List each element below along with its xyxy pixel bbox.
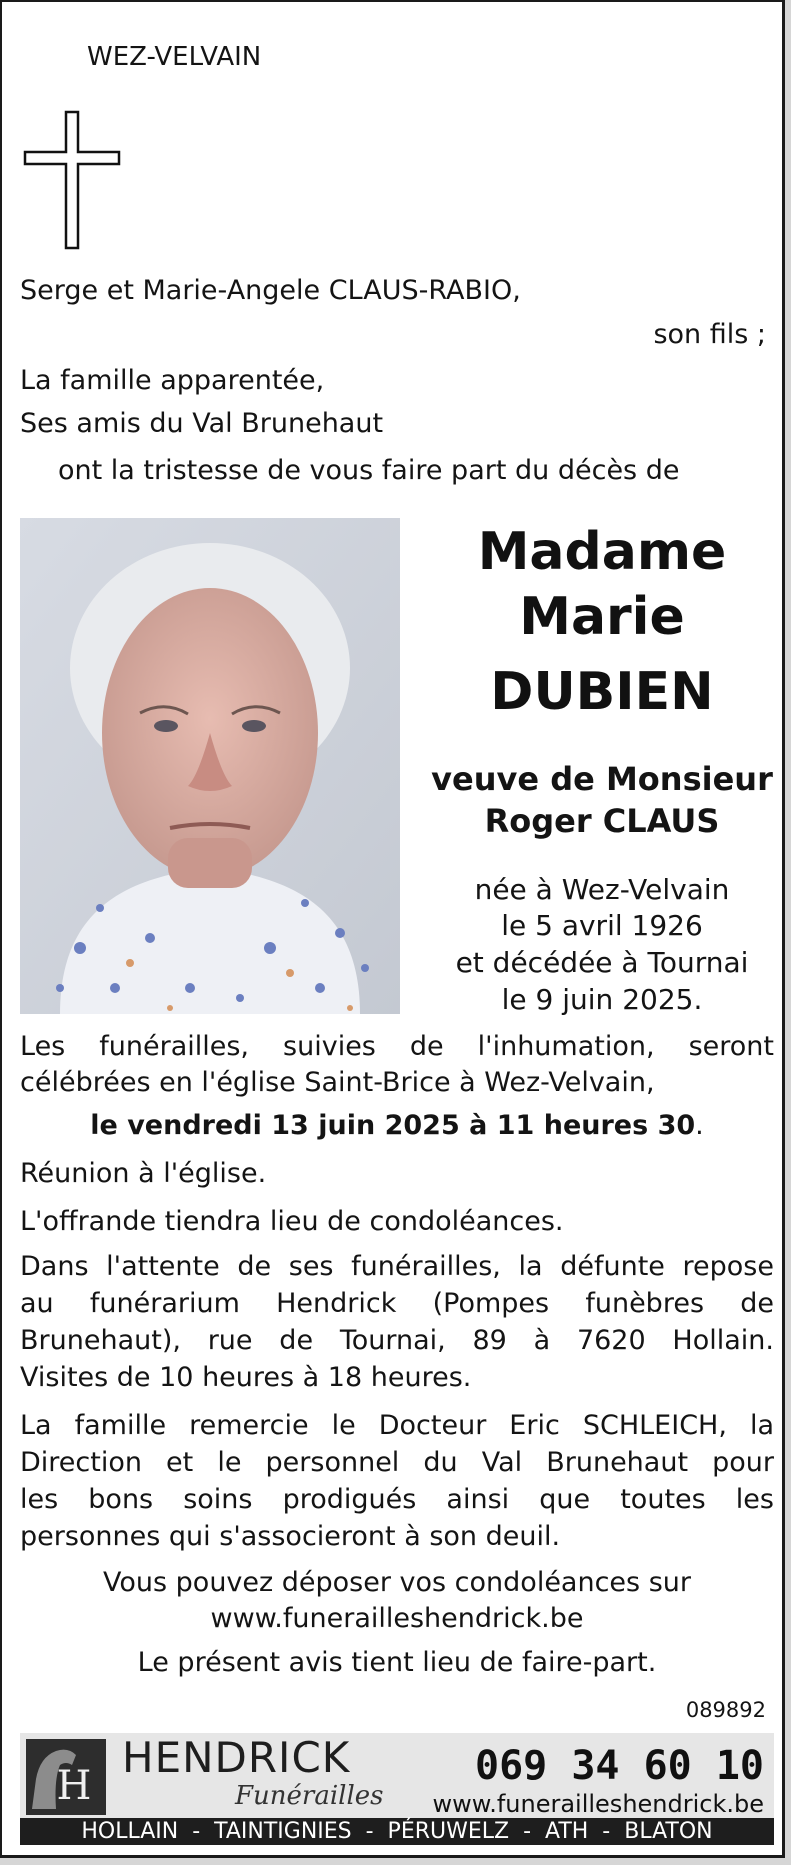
friends-line: Ses amis du Val Brunehaut xyxy=(20,408,384,439)
funeral-date xyxy=(20,1109,774,1143)
branch-towns: HOLLAIN - TAINTIGNIES - PÉRUWELZ - ATH - BLATON xyxy=(20,1818,774,1845)
phone-number[interactable]: 069 34 60 10 xyxy=(475,1743,764,1789)
deceased-first-name: Marie xyxy=(519,587,685,647)
funeral-date-bold: le vendredi 13 juin 2025 à 11 heures 30 xyxy=(90,1110,696,1141)
meeting-line: Réunion à l'église. xyxy=(20,1158,267,1189)
reference-number: 089892 xyxy=(685,1698,766,1722)
repose-line-4: Visites de 10 heures à 18 heures. xyxy=(20,1362,472,1393)
death-place: et décédée à Tournai xyxy=(455,946,749,979)
brand-name: HENDRICK xyxy=(122,1733,351,1782)
repose-line-3: Brunehaut), rue de Tournai, 89 à 7620 Hollain. xyxy=(20,1325,774,1356)
birth-place: née à Wez-Velvain xyxy=(474,873,730,906)
portrait-photo xyxy=(20,518,400,1014)
website-link[interactable]: www.funerailleshendrick.be xyxy=(432,1790,764,1818)
birth-date: le 5 avril 1926 xyxy=(501,909,703,942)
widow-line-2: Roger CLAUS xyxy=(484,802,720,840)
location-heading: WEZ-VELVAIN xyxy=(87,42,262,72)
faire-part-notice: Le présent avis tient lieu de faire-part. xyxy=(137,1647,657,1678)
thanks-line-4: personnes qui s'associeront à son deuil. xyxy=(20,1521,561,1552)
relatives-line: La famille apparentée, xyxy=(20,365,325,396)
funeral-date-tail: . xyxy=(695,1110,704,1141)
condolences-line: Vous pouvez déposer vos condoléances sur xyxy=(103,1567,691,1598)
widow-line-1: veuve de Monsieur xyxy=(431,760,773,798)
funeral-line-2: célébrées en l'église Saint-Brice à Wez-Velvain, xyxy=(20,1067,655,1098)
logo-letter: H xyxy=(56,1763,92,1809)
brand-subtitle: Funérailles xyxy=(235,1781,384,1811)
death-date: le 9 juin 2025. xyxy=(501,983,703,1016)
funeral-home-banner xyxy=(20,1733,774,1845)
thanks-line-3: les bons soins prodigués ainsi que toutes les xyxy=(20,1484,774,1515)
relation-line: son fils ; xyxy=(653,319,766,350)
deceased-title: Madame xyxy=(477,522,727,582)
cross-icon xyxy=(22,110,122,250)
repose-line-1: Dans l'attente de ses funérailles, la défunte repose xyxy=(20,1251,774,1282)
thanks-line-2: Direction et le personnel du Val Brunehaut pour xyxy=(20,1447,774,1478)
deceased-last-name: DUBIEN xyxy=(490,662,714,722)
thanks-line-1: La famille remercie le Docteur Eric SCHLEICH, la xyxy=(20,1410,774,1441)
repose-line-2: au funérarium Hendrick (Pompes funèbres de xyxy=(20,1288,774,1319)
horse-logo-icon xyxy=(26,1739,106,1815)
announcement-line: ont la tristesse de vous faire part du décès de xyxy=(58,455,680,486)
condolences-url[interactable]: www.funerailleshendrick.be xyxy=(210,1603,584,1634)
offering-line: L'offrande tiendra lieu de condoléances. xyxy=(20,1206,564,1237)
hendrick-logo xyxy=(26,1739,106,1815)
family-line: Serge et Marie-Angele CLAUS-RABIO, xyxy=(20,275,521,306)
funeral-line-1: Les funérailles, suivies de l'inhumation, seront xyxy=(20,1031,774,1062)
